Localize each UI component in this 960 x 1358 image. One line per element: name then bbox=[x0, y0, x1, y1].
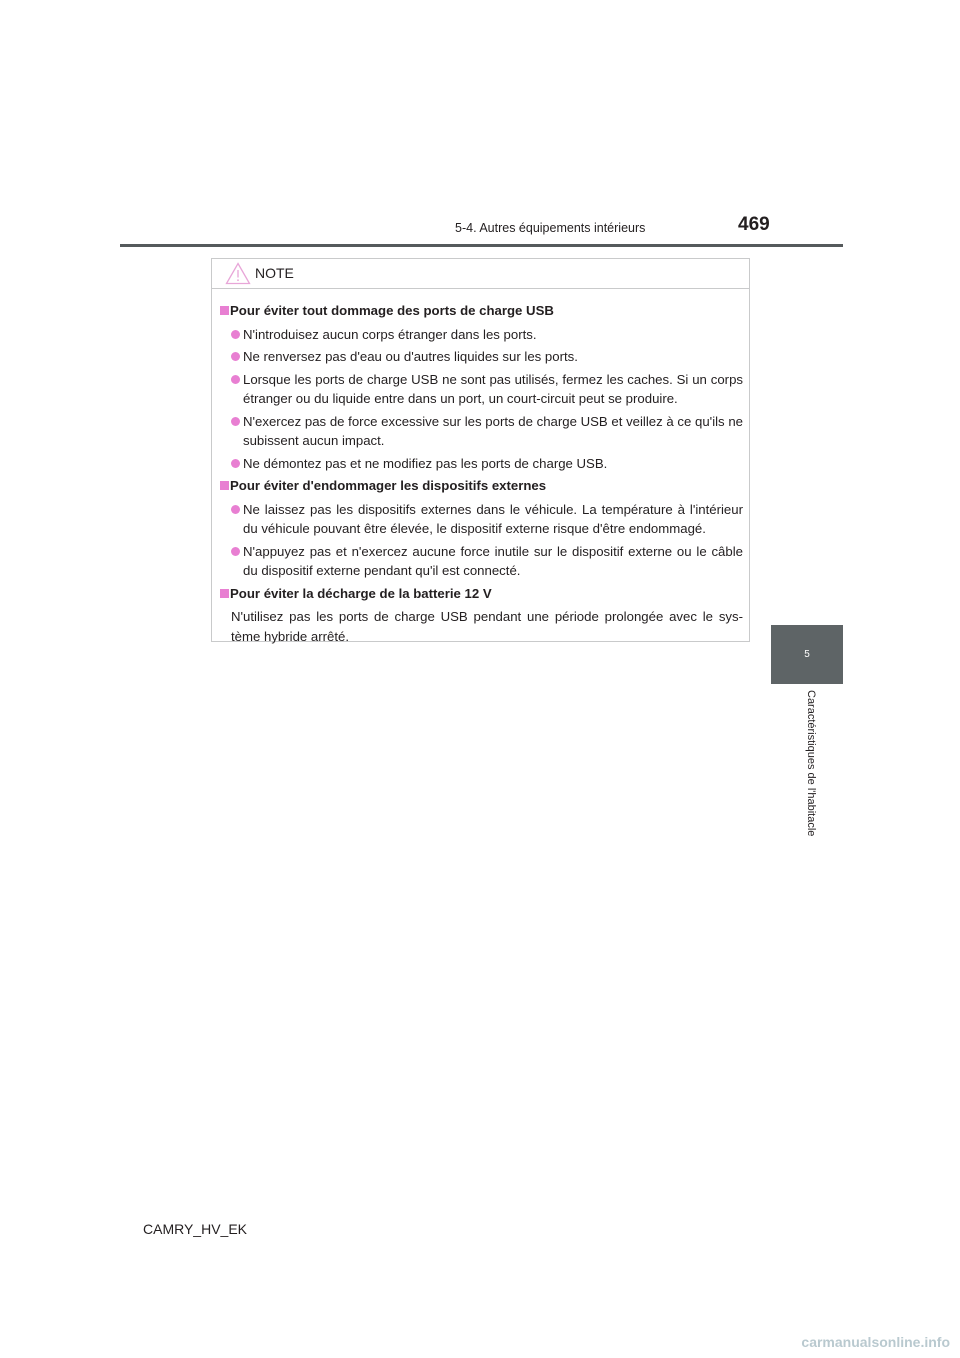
chapter-number: 5 bbox=[804, 649, 810, 660]
warning-triangle-icon bbox=[225, 262, 251, 285]
note-body bbox=[212, 289, 749, 646]
list-item bbox=[220, 347, 743, 367]
list-item-text: N'appuyez pas et n'exercez aucune force inutile sur le dispositif externe ou le câble du dispositif externe pendant qu'il est connecté. bbox=[243, 543, 743, 578]
section-heading bbox=[220, 476, 743, 496]
list-item bbox=[220, 500, 743, 539]
list-item-text: N'exercez pas de force excessive sur les ports de charge USB et veillez à ce qu'ils ne subissent aucun impact. bbox=[243, 413, 743, 448]
list-item-text: Ne renversez pas d'eau ou d'autres liquides sur les ports. bbox=[243, 349, 578, 364]
list-item bbox=[220, 412, 743, 451]
heading-text: Pour éviter d'endommager les dispositifs externes bbox=[230, 478, 547, 493]
note-header bbox=[212, 259, 749, 289]
page-number: 469 bbox=[738, 214, 770, 235]
square-bullet-icon bbox=[220, 589, 229, 598]
watermark[interactable]: carmanualsonline.info bbox=[801, 1334, 950, 1350]
chapter-tab[interactable] bbox=[771, 625, 843, 684]
list-item bbox=[220, 325, 743, 345]
list-item-text: Ne démontez pas et ne modifiez pas les ports de charge USB. bbox=[243, 455, 608, 471]
round-bullet-icon bbox=[231, 547, 240, 556]
round-bullet-icon bbox=[231, 330, 240, 339]
section-heading bbox=[220, 301, 743, 321]
round-bullet-icon bbox=[231, 375, 240, 384]
list-item bbox=[220, 542, 743, 581]
list-item-text: Ne laissez pas les dispositifs externes dans le véhicule. La température à l'intérieur du véhicule pouvant être élevée, le dispositif externe risque d'être endommagé. bbox=[243, 501, 743, 536]
section-title: 5-4. Autres équipements intérieurs bbox=[455, 221, 646, 235]
model-code: CAMRY_HV_EK bbox=[143, 1221, 248, 1237]
round-bullet-icon bbox=[231, 505, 240, 514]
list-item-text: N'introduisez aucun corps étranger dans les ports. bbox=[243, 326, 537, 342]
note-title: NOTE bbox=[255, 265, 294, 281]
heading-text: Pour éviter tout dommage des ports de charge USB bbox=[230, 303, 554, 318]
square-bullet-icon bbox=[220, 306, 229, 315]
header-divider bbox=[120, 244, 843, 247]
list-item bbox=[220, 454, 743, 474]
round-bullet-icon bbox=[231, 459, 240, 468]
round-bullet-icon bbox=[231, 352, 240, 361]
heading-text: Pour éviter la décharge de la batterie 12 V bbox=[230, 585, 492, 601]
round-bullet-icon bbox=[231, 417, 240, 426]
note-box bbox=[211, 258, 750, 642]
list-item bbox=[220, 370, 743, 409]
list-item-text: Lorsque les ports de charge USB ne sont pas utilisés, fermez les caches. Si un corps étranger ou du liquide entre dans un port, un court-circuit peut se produire. bbox=[243, 371, 743, 406]
section-heading bbox=[220, 584, 743, 604]
chapter-title: Caractéristiques de l'habitacle bbox=[805, 690, 817, 837]
paragraph: N'utilisez pas les ports de charge USB pendant une période prolongée avec le sys-tème hybride arrêté. bbox=[231, 609, 743, 644]
square-bullet-icon bbox=[220, 481, 229, 490]
